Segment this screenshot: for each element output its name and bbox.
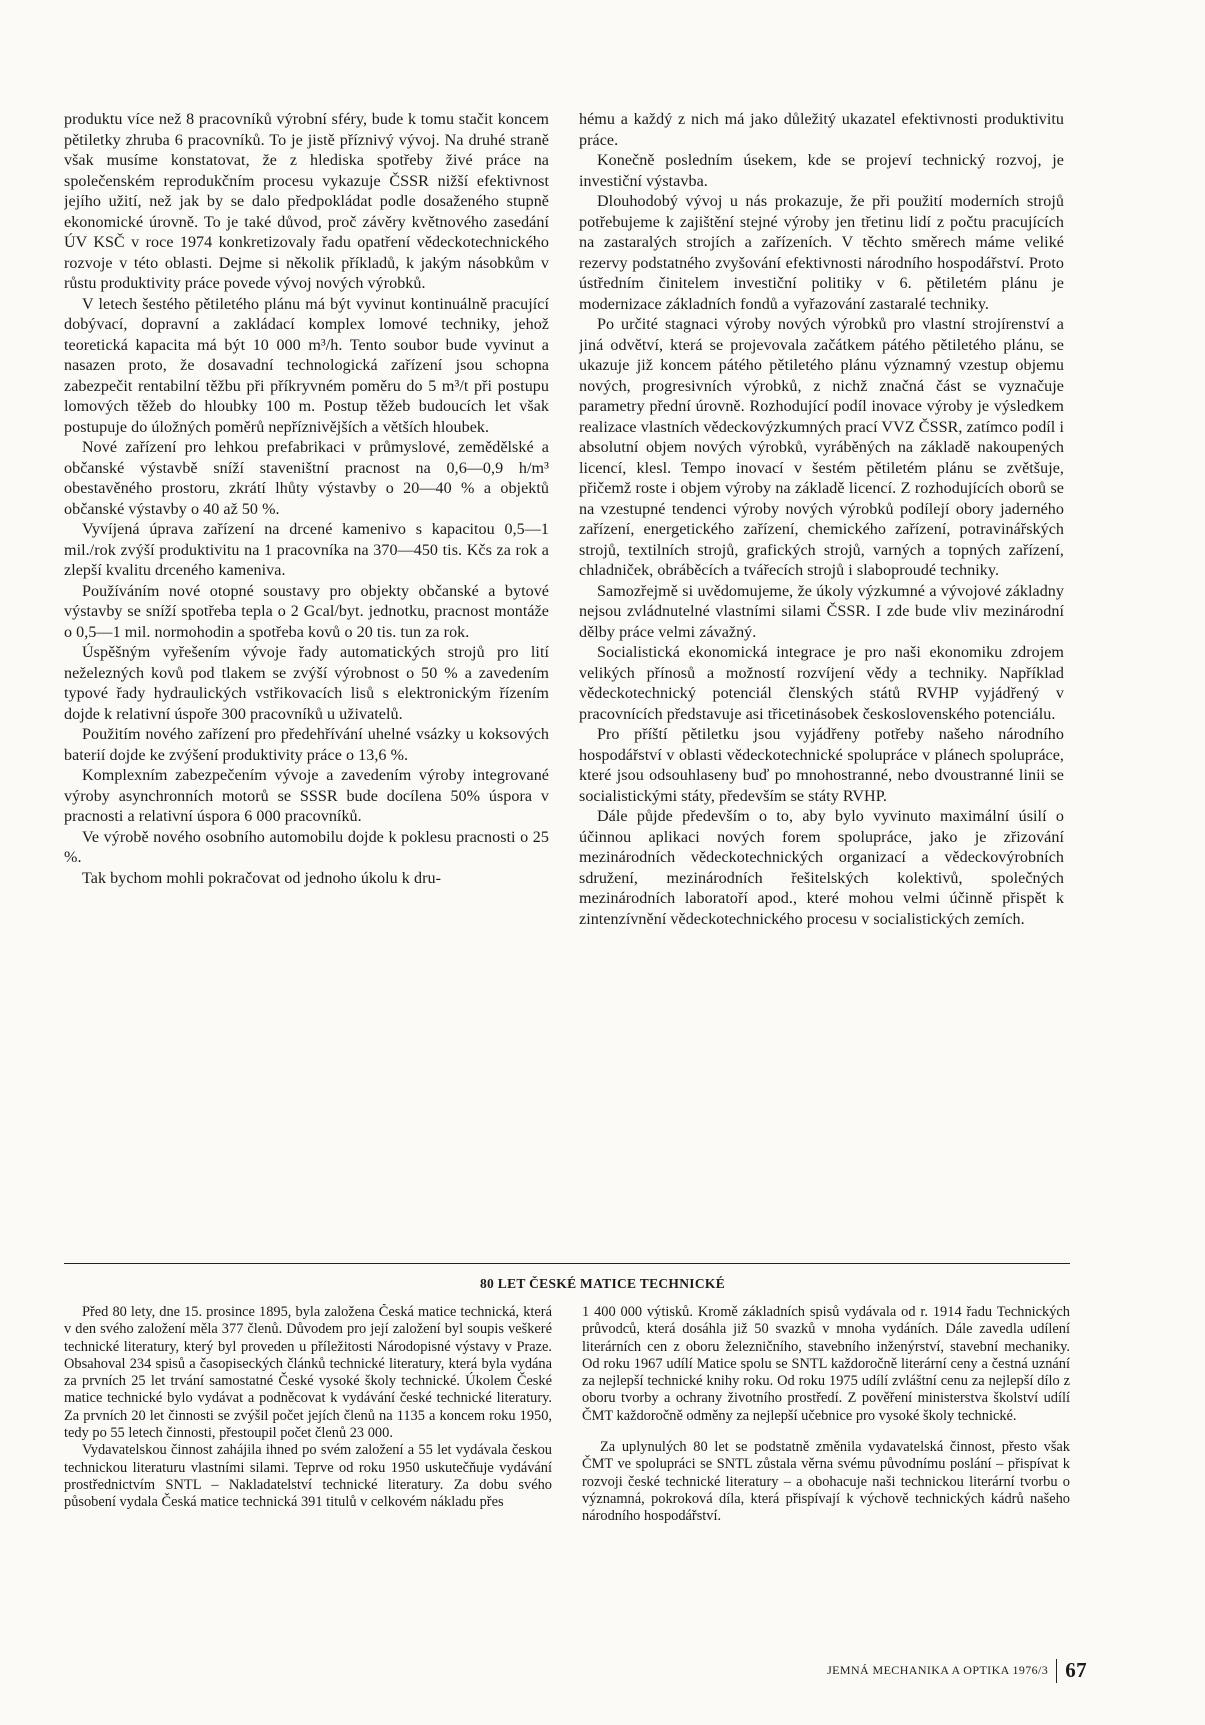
paragraph: Konečně posledním úsekem, kde se projeví technický rozvoj, je investiční výstavba. bbox=[579, 152, 1064, 190]
paragraph: Socialistická ekonomická integrace je pro naši ekonomiku zdrojem velikých přínosů a možností rozvíjení vědy a techniky. Například vědeckotechnický potenciál členských států RVHP vyjádřený v pracovnících představuje asi třicetinásobek československého potenciálu. bbox=[579, 644, 1064, 723]
paragraph: V letech šestého pětiletého plánu má být vyvinut kontinuálně pracující dobývací, dopravní a zakládací komplex lomové techniky, jehož teoretická kapacita má být 10 000 m³/h. Tento soubor bude vyvinut a nasazen proto, že dosavadní technologická zařízení jsou schopna zabezpečit rentabilní těžbu při příkryvném poměru do 5 m³/t při postupu lomových těžeb do hloubky 100 m. Postup těžeb budoucích let však postupuje do úložných poměrů nepříznivějších a větších hloubek. bbox=[64, 295, 549, 436]
paragraph: Po určité stagnaci výroby nových výrobků pro vlastní strojírenství a jiná odvětví, která se projevovala začátkem pátého pětiletého plánu, se ukazuje již koncem pátého pětiletého plánu významný vzestup objemu nových, progresivních výrobků, z nichž značná část se vyznačuje parametry přední úrovně. Rozhodující podíl inovace výroby je výsledkem realizace vlastních vědeckovýzkumných prací VVZ ČSSR, zatímco podíl i absolutní objem nových výrobků, vyráběných na základě nakoupených licencí, klesl. Tempo inovací v šestém pětiletém plánu se zvětšuje, přičemž roste i objem výroby na základě licencí. Z rozhodujících oborů se na vzestupné tendenci výroby nových výrobků podílejí obory jaderného zařízení, energetického zařízení, chemického zařízení, potravinářských strojů, textilních strojů, grafických strojů, varných a topných zařízení, chladniček, obráběcích a tvářecích strojů i slaboproudé techniky. bbox=[579, 316, 1064, 579]
page-number: 67 bbox=[1065, 1658, 1087, 1682]
main-article-body bbox=[64, 110, 1064, 1220]
paragraph: Vydavatelskou činnost zahájila ihned po svém založení a 55 let vydávala českou technickou literaturu vlastními silami. Teprve od roku 1950 uskutečňuje vydávání prostřednictvím SNTL – Nakladatelství technické literatury. Za dobu svého působení vydala Česká matice technická 391 titulů v celkovém nákladu přes bbox=[64, 1442, 552, 1511]
paragraph: Komplexním zabezpečením vývoje a zavedením výroby integrované výroby asynchronních motorů se SSSR bude docílena 50% úspora v pracnosti a relativní úspora 6 000 pracovníků. bbox=[64, 767, 549, 825]
paragraph: hému a každý z nich má jako důležitý ukazatel efektivnosti produktivitu práce. bbox=[579, 111, 1064, 149]
article-right-column bbox=[582, 1304, 1070, 1614]
paragraph: Vyvíjená úprava zařízení na drcené kamenivo s kapacitou 0,5—1 mil./rok zvýší produktivitu na 1 pracovníka na 370—450 tis. Kčs za rok a zlepší kvalitu drceného kameniva. bbox=[64, 521, 549, 579]
paragraph: Úspěšným vyřešením vývoje řady automatických strojů pro lití neželezných kovů pod tlakem se zvýší výrobnost o 50 % a zavedením typové řady hydraulických vstřikovacích lisů s elektronickým řízením dojde k relativní úspoře 300 pracovníků u uživatelů. bbox=[64, 644, 549, 723]
paragraph: Za uplynulých 80 let se podstatně změnila vydavatelská činnost, přesto však ČMT ve spolupráci se SNTL zůstala věrna svému původnímu poslání – přispívat k rozvoji české technické literatury – a obohacuje naši technickou literární tvorbu o významná, pokroková díla, která přispívají k výchově technických kádrů našeho národního hospodářství. bbox=[582, 1439, 1070, 1525]
left-column bbox=[64, 110, 549, 1220]
paragraph: Ve výrobě nového osobního automobilu dojde k poklesu pracnosti o 25 %. bbox=[64, 828, 549, 866]
article-title: 80 LET ČESKÉ MATICE TECHNICKÉ bbox=[479, 1276, 725, 1291]
article-body bbox=[64, 1304, 1070, 1614]
paragraph: Použitím nového zařízení pro předehřívání uhelné vsázky u koksových baterií dojde ke zvýšení produktivity práce o 13,6 %. bbox=[64, 726, 549, 764]
paragraph: Dlouhodobý vývoj u nás prokazuje, že při použití moderních strojů potřebujeme k zajištění stejné výroby jen třetinu lidí z počtu pracujících na zastaralých strojích a zařízeních. V těchto směrech máme veliké rezervy podstatného zvyšování efektivnosti národního hospodářství. Proto ústředním činitelem investiční politiky v 6. pětiletém plánu je modernizace základních fondů a vyřazování zastaralé techniky. bbox=[579, 193, 1064, 313]
article-left-column bbox=[64, 1304, 552, 1614]
journal-name: JEMNÁ MECHANIKA A OPTIKA 1976/3 bbox=[827, 1663, 1049, 1677]
paragraph: Používáním nové otopné soustavy pro objekty občanské a bytové výstavby se sníží spotřeba tepla o 2 Gcal/byt. jednotku, pracnost montáže o 0,5—1 mil. normohodin a spotřeba kovů o 20 tis. tun za rok. bbox=[64, 582, 549, 641]
paragraph: Samozřejmě si uvědomujeme, že úkoly výzkumné a vývojové základny nejsou zvládnutelné vlastními silami ČSSR. I zde bude vliv mezinárodní dělby práce velmi závažný. bbox=[579, 582, 1064, 641]
paragraph: 1 400 000 výtisků. Kromě základních spisů vydávala od r. 1914 řadu Technických průvodců, která dosáhla již 50 svazků v mnoha vydáních. Dále zavedla udílení literárních cen z oboru železničního, stavebního inženýrství, stavební mechaniky. Od roku 1967 udílí Matice spolu se SNTL každoročně literární ceny a čestná uznání za nejlepší technické knihy roku. Od roku 1975 udílí zvláštní cenu za nejlepší dílo z oboru tvorby a ochrany životního prostředí. Z pověření ministerstva školství udílí ČMT každoročně odměny za nejlepší učebnice pro vysoké školy technické. bbox=[582, 1304, 1070, 1424]
paragraph: Tak bychom mohli pokračovat od jednoho úkolu k dru- bbox=[82, 869, 441, 887]
paragraph: produktu více než 8 pracovníků výrobní sféry, bude k tomu stačit koncem pětiletky zhruba 6 pracovníků. To je jistě příznivý vývoj. Na druhé straně však musíme konstatovat, že z hlediska spotřeby živé práce na společenském reprodukčním procesu vykazuje ČSSR nižší efektivnost jejího užití, než jak by se dalo předpokládat podle dosaženého stupně ekonomické úrovně. To je také důvod, proč závěry květnového zasedání ÚV KSČ v roce 1974 konkretizovaly řadu opatření vědeckotechnického rozvoje v této oblasti. Dejme si několik příkladů, k jakým násobkům v růstu produktivity práce povede vývoj nových výrobků. bbox=[64, 111, 549, 292]
paragraph: Nové zařízení pro lehkou prefabrikaci v průmyslové, zemědělské a občanské výstavbě sníží staveništní pracnost na 0,6—0,9 h/m³ obestavěného prostoru, zkrátí lhůty výstavby o 20—40 % a objektů občanské výstavby o 40 až 50 %. bbox=[64, 439, 549, 518]
paragraph: Dále půjde především o to, aby bylo vyvinuto maximální úsilí o účinnou aplikaci nových forem spolupráce, jako je zřizování mezinárodních vědeckotechnických organizací a vědeckovýrobních sdružení, mezinárodních řešitelských kolektivů, společných mezinárodních laboratoří apod., které mohou velmi účinně přispět k zintenzívnění vědeckotechnického procesu v socialistických zemích. bbox=[579, 808, 1064, 928]
page-footer bbox=[827, 1658, 1087, 1683]
paragraph: Před 80 lety, dne 15. prosince 1895, byla založena Česká matice technická, která v den svého založení měla 377 členů. Důvodem pro její založení byl soupis veškeré technické literatury, který byl proveden u příležitosti Národopisné výstavy v Praze. Obsahoval 234 spisů a časopiseckých článků technické literatury, která byla vydána za prvních 25 let trvání samostatné České vysoké školy technické. Úkolem České matice technické bylo vydávat a podněcovat k vydávání české technické literatury. Za prvních 20 let činnosti se zvýšil počet jejích členů na 1135 a koncem roku 1950, tedy po 55 letech činnosti, přestoupil počet členů 23 000. bbox=[64, 1304, 552, 1442]
section-divider bbox=[64, 1263, 1070, 1264]
right-column bbox=[579, 110, 1064, 1220]
footer-separator bbox=[1056, 1659, 1057, 1683]
paragraph: Pro příští pětiletku jsou vyjádřeny potřeby našeho národního hospodářství v oblasti vědeckotechnické spolupráce v plánech spolupráce, které jsou odsouhlaseny buď po mnohostranné, nebo dvoustranné linii se socialistickými státy, především se státy RVHP. bbox=[579, 726, 1064, 805]
